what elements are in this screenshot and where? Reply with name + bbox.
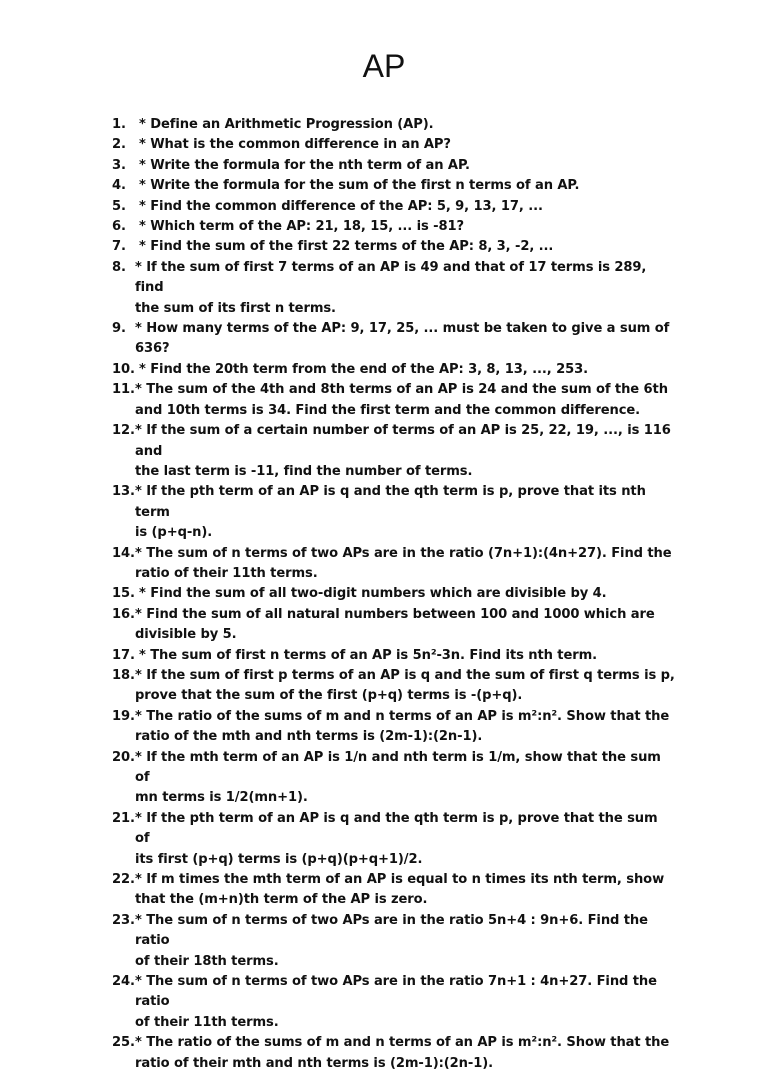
question-text: * The sum of n terms of two APs are in the ratio 5n+4 : 9n+6. Find the ratio of their 18th terms. (135, 912, 648, 969)
question-number: 1. (112, 117, 126, 132)
question-text: * Which term of the AP: 21, 18, 15, ... is -81? (139, 219, 465, 235)
question-text: * The ratio of the sums of m and n terms of an AP is m²:n². Show that the ratio of their mth and nth terms is (2m-1):(2n-1). (135, 1035, 670, 1071)
question-number: 3. (112, 157, 126, 173)
question-text: * What is the common difference in an AP? (139, 137, 451, 153)
question-number: 23. (112, 912, 135, 928)
question-text: * The sum of n terms of two APs are in the ratio 7n+1 : 4n+27. Find the ratio of their 11th terms. (135, 974, 657, 1030)
question-item (0, 972, 675, 1033)
question-item (0, 258, 675, 319)
question-item (0, 1033, 675, 1074)
question-number: 13. (112, 484, 135, 500)
question-item (0, 584, 679, 604)
question-text: * Find the common difference of the AP: 5, 9, 13, 17, ... (139, 198, 543, 214)
question-text: * If the pth term of an AP is q and the qth term is p, prove that the sum of its first (p+q) terms is (p+q)(p+q+1)/2. (135, 810, 658, 867)
question-item (0, 646, 679, 666)
question-number: 6. (112, 219, 126, 235)
question-item (0, 380, 675, 421)
question-text: * Find the sum of all two-digit numbers which are divisible by 4. (139, 586, 607, 602)
question-item (0, 360, 679, 380)
question-text: * If the mth term of an AP is 1/n and nth term is 1/m, show that the sum of mn terms is 1/2(mn+1). (135, 749, 661, 806)
question-number: 7. (112, 239, 126, 255)
question-text: * Write the formula for the sum of the first n terms of an AP. (139, 178, 580, 194)
question-number: 2. (112, 137, 126, 153)
question-text: * Define an Arithmetic Progression (AP). (139, 117, 434, 132)
question-number: 9. (112, 321, 126, 337)
question-list (0, 115, 679, 1074)
question-text: * The sum of n terms of two APs are in the ratio (7n+1):(4n+27). Find the ratio of their 11th terms. (135, 545, 672, 581)
question-text: * Find the sum of all natural numbers between 100 and 1000 which are divisible by 5. (135, 606, 655, 643)
question-item (0, 911, 675, 972)
question-text: * If the sum of a certain number of terms of an AP is 25, 22, 19, ..., is 116 and the last term is -11, find the number of terms. (135, 423, 671, 479)
question-number: 14. (112, 545, 135, 561)
question-item (0, 748, 675, 809)
question-item (0, 176, 679, 196)
question-item (0, 666, 675, 707)
question-text: * Find the sum of the first 22 terms of the AP: 8, 3, -2, ... (139, 239, 554, 255)
question-item (0, 809, 675, 870)
question-number: 4. (112, 178, 126, 194)
question-number: 19. (112, 708, 135, 724)
question-item (0, 605, 675, 646)
question-item (0, 544, 675, 585)
question-text: * The sum of the 4th and 8th terms of an AP is 24 and the sum of the 6th and 10th terms is 34. Find the first term and the common difference. (135, 382, 668, 418)
question-number: 15. (112, 586, 135, 602)
question-number: 10. (112, 361, 135, 377)
question-number: 5. (112, 198, 126, 214)
question-item (0, 217, 679, 237)
question-item (0, 421, 675, 482)
question-number: 22. (112, 872, 135, 888)
question-item (0, 707, 675, 748)
question-number: 8. (112, 259, 126, 275)
page-title: AP (362, 48, 406, 84)
question-item (0, 135, 679, 155)
question-text: * Find the 20th term from the end of the AP: 3, 8, 13, ..., 253. (139, 361, 588, 377)
question-number: 18. (112, 667, 135, 683)
question-text: * The ratio of the sums of m and n terms of an AP is m²:n². Show that the ratio of the mth and nth terms is (2m-1):(2n-1). (135, 708, 670, 745)
question-text: * If the sum of first 7 terms of an AP is 49 and that of 17 terms is 289, find the sum of its first n terms. (135, 259, 647, 316)
question-text: * The sum of first n terms of an AP is 5n²-3n. Find its nth term. (139, 647, 598, 663)
question-item (0, 870, 675, 911)
question-item (0, 319, 675, 360)
question-item (0, 482, 675, 543)
question-text: * If the pth term of an AP is q and the qth term is p, prove that its nth term is (p+q-n). (135, 484, 646, 541)
question-item (0, 237, 679, 257)
question-number: 17. (112, 647, 135, 663)
question-number: 25. (112, 1035, 135, 1051)
question-number: 20. (112, 749, 135, 765)
question-item (0, 115, 679, 135)
question-item (0, 197, 679, 217)
question-number: 11. (112, 382, 135, 398)
question-text: * If m times the mth term of an AP is equal to n times its nth term, show that the (m+n)th term of the AP is zero. (135, 872, 665, 908)
question-number: 21. (112, 810, 135, 826)
question-number: 24. (112, 974, 135, 990)
question-text: * How many terms of the AP: 9, 17, 25, ... must be taken to give a sum of 636? (135, 321, 670, 357)
question-number: 16. (112, 606, 135, 622)
question-text: * If the sum of first p terms of an AP is q and the sum of first q terms is p, prove that the sum of the first (p+q) terms is -(p+q). (135, 667, 675, 704)
question-item (0, 156, 679, 176)
question-text: * Write the formula for the nth term of an AP. (139, 157, 470, 173)
question-number: 12. (112, 423, 135, 439)
